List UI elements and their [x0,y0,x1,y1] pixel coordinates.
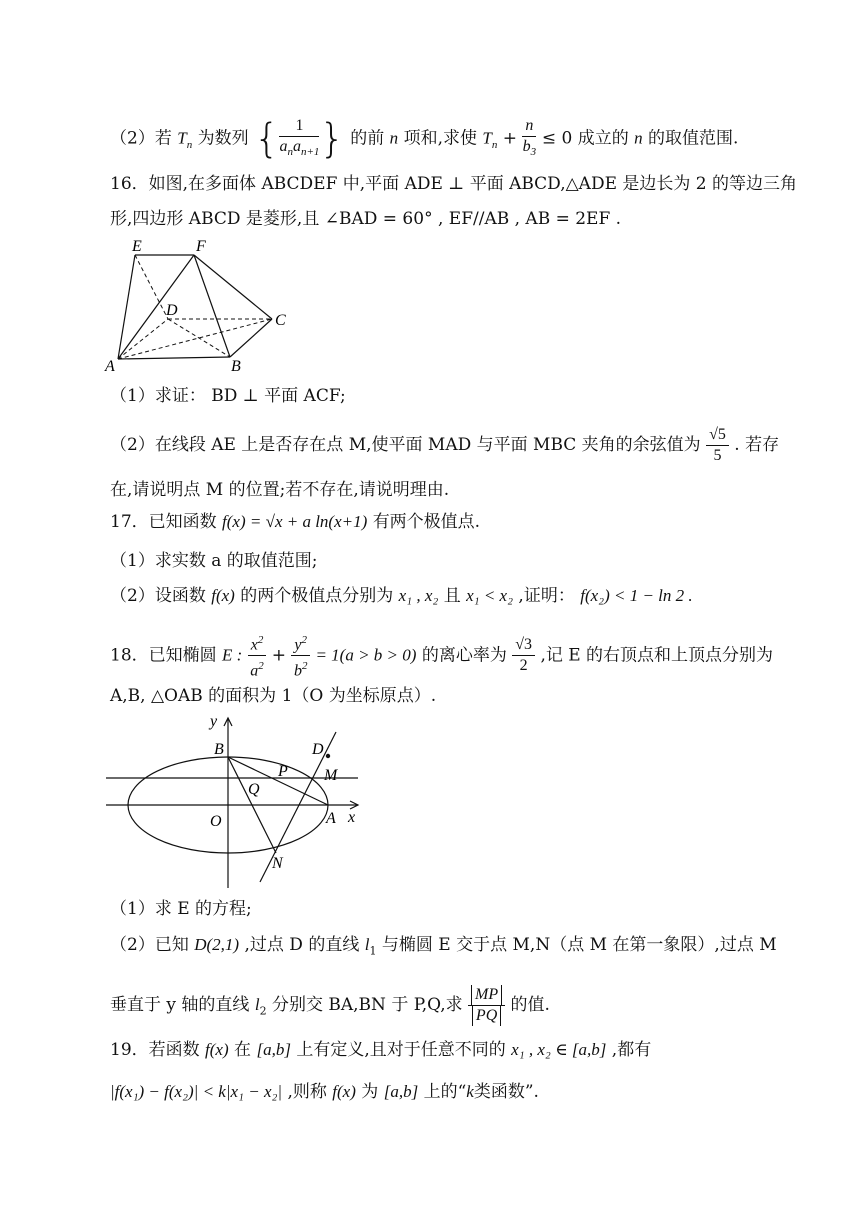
frac-den: b [522,138,531,155]
q18-line2: A,B, △OAB 的面积为 1（O 为坐标原点）. [110,686,437,706]
q18-part2-line1: （2）已知 D(2,1) ,过点 D 的直线 $l_1$ 与椭圆 E 交于点 M,N（点 M 在第一象限）,过点 M [110,935,777,958]
text: ,证明： [518,586,575,606]
text: 的两个极值点分别为 [240,586,394,606]
fraction-y2-b2: $\frac{y^2}{b^2}$ [291,630,310,682]
frac-num: MP [471,985,502,1005]
fraction-MP-PQ [468,985,505,1026]
text: 的取值范围. [648,128,739,149]
text: （2）若 [110,128,172,149]
text: 19．若函数 [110,1040,200,1060]
text: 有两个极值点. [372,512,481,532]
q18-part2-line2: 垂直于 y 轴的直线 $l_2$ 分别交 BA,BN 于 P,Q,求 $\frac{MP}{PQ}$ 的值. [110,986,550,1024]
math: f(x) [332,1082,356,1101]
frac-num: n [522,116,536,137]
right-brace: } [319,116,345,163]
text: 类函数”. [473,1082,539,1102]
text: 在 [234,1040,252,1060]
math: |f(x₁) − f(x₂)| < k|x₁ − x₂| [110,1082,283,1101]
math-T: T [177,128,187,148]
label-O: O [210,813,222,830]
label-y: y [210,713,218,730]
q15-part2-line: （2）若 $T_n$ 为数列 { $\frac{1}{a_na_{n+1}}$ } 的前 n 项和,求使 $T_n$ + $\frac{n}{b_3}$ ≤ 0 成立的 n 的取值范围. [110,116,739,163]
text: 与椭圆 E 交于点 M,N（点 M 在第一象限）,过点 M [381,935,777,955]
math: f(x) [211,586,235,605]
label-D: D [166,302,178,319]
math-E: E : [222,645,243,665]
q19-line1 [110,1038,651,1062]
text: . 若存 [734,435,780,455]
text: ,则称 [287,1082,327,1102]
frac-den: PQ [472,1006,501,1026]
frac-num: √3 [512,635,535,656]
text: ,过点 D 的直线 [244,935,360,955]
text: （2）已知 [110,935,189,955]
q18-line1: 18．已知椭圆 E : $\frac{x^2}{a^2}$ + $\frac{y^2}{b^2}$ = 1(a > b > 0) 的离心率为 $\frac{√3}{2}$ ,记 E 的右顶点和上顶点分别为 [110,630,773,682]
label-Q: Q [248,781,260,798]
math: x₁ , x₂ [398,586,439,605]
label-N: N [272,855,283,872]
text: 的前 [350,128,385,149]
q18-part1: （1）求 E 的方程; [110,899,252,919]
text: 的离心率为 [421,645,507,666]
frac-den: 2 [519,657,528,675]
q17-part1: （1）求实数 a 的取值范围; [110,551,318,571]
frac-den: 5 [713,447,722,464]
text: 且 [443,586,461,606]
fraction: $\frac{1}{a_na_{n+1}}$ [279,117,320,159]
frac-num: 1 [279,116,319,137]
label-M: M [324,767,338,784]
label-D: D [312,741,324,758]
label-A: A [105,358,115,375]
label-C: C [275,312,286,329]
label-E: E [132,238,142,255]
math-k: k [466,1082,474,1101]
math: x₁ < x₂ [466,586,514,605]
text: 分别交 BA,BN 于 P,Q,求 [271,995,463,1015]
text: （2）设函数 [110,586,206,606]
fraction-sqrt3-2 [512,635,535,676]
math-f: f(x) = √x + a ln(x+1) [222,512,368,531]
math: f(x) [205,1040,229,1059]
label-A: A [326,810,336,827]
label-P: P [278,763,288,780]
text: ,都有 [611,1040,652,1060]
text: （2）在线段 AE 上是否存在点 M,使平面 MAD 与平面 MBC 夹角的余弦值为 [110,435,701,455]
text: 18．已知椭圆 [110,645,217,666]
math-l2: l [254,995,260,1014]
q16-line1: 16．如图,在多面体 ABCDEF 中,平面 ADE ⊥ 平面 ABCD,△ADE 是边长为 2 的等边三角 [110,174,798,194]
math: f(x₂) < 1 − ln 2 . [580,586,693,605]
label-B: B [214,741,224,758]
text: 17．已知函数 [110,512,217,532]
text: 上有定义,且对于任意不同的 [296,1040,506,1060]
ellipse-figure [100,710,370,895]
q16-part2-cont: 在,请说明点 M 的位置;若不存在,请说明理由. [110,480,450,500]
fraction-sqrt5-5 [706,425,729,466]
fraction-n-b3: $\frac{n}{b_3}$ [522,117,537,159]
q16-part1: （1）求证： BD ⊥ 平面 ACF; [110,386,346,406]
math: [a,b] [383,1082,419,1101]
left-brace: { [254,116,280,163]
text: 为 [361,1082,379,1102]
math-n: n [389,128,399,148]
q16-part2-line [110,425,779,466]
text: ,记 E 的右顶点和上顶点分别为 [540,645,774,666]
inequality: ≤ 0 [541,128,573,149]
math: x₁ , x₂ ∈ [a,b] [511,1040,607,1059]
text: 项和,求使 [403,128,477,149]
text: 成立的 [577,128,629,149]
math: = 1(a > b > 0) [315,645,417,665]
text: 垂直于 y 轴的直线 [110,995,250,1015]
fraction-x2-a2: $\frac{x^2}{a^2}$ [248,630,267,682]
q17-line1 [110,510,480,534]
label-x: x [348,809,356,826]
text: 为数列 [197,128,249,149]
q17-part2 [110,584,693,608]
math-l1: l [364,935,370,954]
math: [a,b] [256,1040,291,1059]
q19-line2 [110,1080,539,1104]
q16-line2: 形,四边形 ABCD 是菱形,且 ∠BAD = 60° , EF//AB , AB = 2EF . [110,209,622,229]
label-F: F [196,238,206,255]
math-D: D(2,1) [194,935,240,954]
frac-num: √5 [706,425,729,446]
label-B: B [231,358,241,375]
polyhedron-figure [100,235,300,375]
frac-den: a [279,138,288,155]
text: 上的“ [423,1082,467,1102]
text: 的值. [510,995,550,1015]
